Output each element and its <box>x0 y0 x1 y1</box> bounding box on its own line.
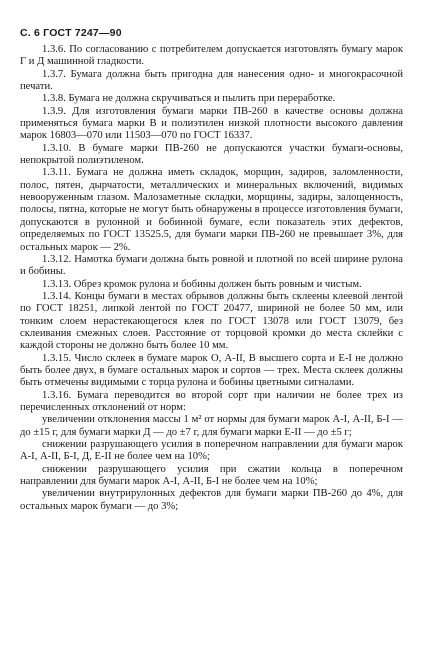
paragraph-1-3-14: 1.3.14. Концы бумаги в местах обрывов должны быть склеены клеевой лентой по ГОСТ 18251, липкой лентой по ГОСТ 20477, шириной не более 50 мм, или тонким слоем нерастекающегося клея по ГОСТ 13078 или ГОСТ 13079, без склеивания смежных слоев. Расстояние от торцовой кромки до места склейки с каждой стороны не должно быть более 10 мм. <box>20 290 403 352</box>
paragraph-1-3-6: 1.3.6. По согласованию с потребителем допускается изготовлять бумагу марок Г и Д машинной гладкости. <box>20 44 403 68</box>
paragraph-1-3-16: 1.3.16. Бумага переводится во второй сорт при наличии не более трех из перечисленных отклонений от норм: <box>20 389 403 413</box>
paragraph-1-3-9: 1.3.9. Для изготовления бумаги марки ПВ-260 в качестве основы должна применяться бумага марки В и полиэтилен низкой плотности высокого давления марок 16803—070 или 11503—070 по ГОСТ 16337. <box>20 105 403 142</box>
paragraph-1-3-7: 1.3.7. Бумага должна быть пригодна для нанесения одно- и многокрасочной печати. <box>20 68 403 93</box>
list-item-ring-crush: снижении разрушающего усилия при сжатии кольца в поперечном направлении для бумаги марок А-I, А-II, Б-I не более чем на 10%; <box>20 463 403 488</box>
paragraph-1-3-8: 1.3.8. Бумага не должна скручиваться и пылить при переработке. <box>42 93 336 105</box>
list-item-roll-defects: увеличении внутрирулонных дефектов для бумаги марки ПВ-260 до 4%, для остальных марок бумаги — до 3%; <box>20 488 403 512</box>
paragraph-1-3-15: 1.3.15. Число склеек в бумаге марок О, А-II, В высшего сорта и Е-I не должно быть более двух, в бумаге остальных марок и сортов — трех. Места склеек должны быть отмечены видимыми с торца рулона и бобины цветными сигналами. <box>20 352 403 389</box>
paragraph-1-3-11: 1.3.11. Бумага не должна иметь складок, морщин, задиров, заломленности, полос, пятен, дырчатости, металлических и минеральных включений, видимых невооруженным глазом. Малозаметные складки, морщины, задиры, залощенность, полосы, пятна, которые не могут быть обнаружены в процессе изготовления бумаги, допускаются в рулонной и бобинной бумаге, если показатель этих дефектов, определяемых по ГОСТ 13525.5, для бумаги марки ПВ-260 не превышает 3%, для остальных марок — 2%. <box>20 167 403 253</box>
list-item-tensile-strength: снижении разрушающего усилия в поперечном направлении для бумаги марок А-I, А-II, Б-I, Д, Е-II не более чем на 10%; <box>20 439 403 463</box>
paragraph-1-3-12: 1.3.12. Намотка бумаги должна быть ровной и плотной по всей ширине рулона и бобины. <box>20 253 403 278</box>
page-header: С. 6 ГОСТ 7247—90 <box>20 27 122 39</box>
list-item-mass-deviation: увеличении отклонения массы 1 м² от нормы для бумаги марок А-I, А-II, Б-I — до ±15 г, для бумаги марки Д — до ±7 г, для бумаги марки Е-II — до ±5 г; <box>20 414 403 438</box>
paragraph-1-3-10: 1.3.10. В бумаге марки ПВ-260 не допускаются участки бумаги-основы, непокрытой полиэтиленом. <box>20 142 403 167</box>
paragraph-1-3-13: 1.3.13. Обрез кромок рулона и бобины должен быть ровным и чистым. <box>42 278 362 290</box>
